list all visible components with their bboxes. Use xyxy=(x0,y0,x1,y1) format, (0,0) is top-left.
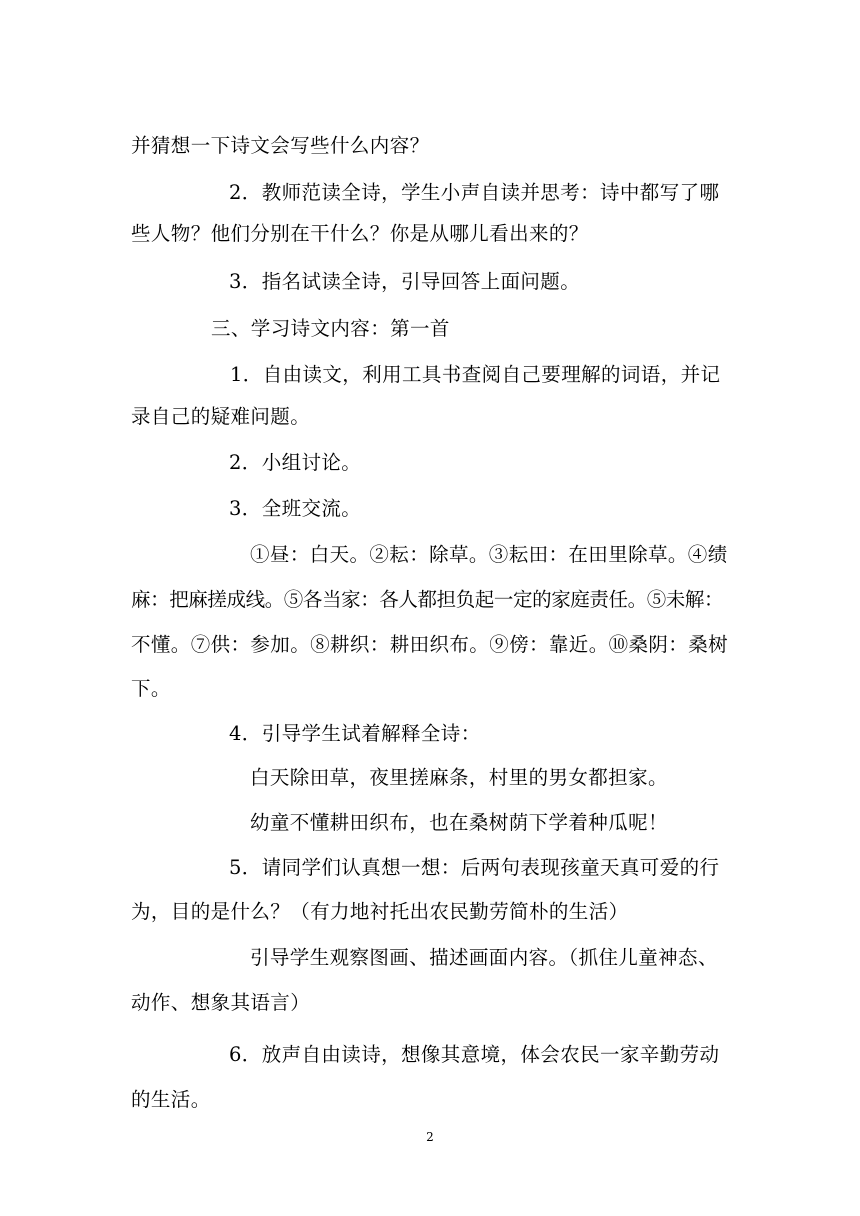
text-line-15: 白天除田草，夜里搓麻条，村里的男女都担家。 xyxy=(250,765,668,789)
section-heading: 三、学习诗文内容：第一首 xyxy=(211,316,450,340)
text-line-20: 动作、想象其语言） xyxy=(131,990,311,1014)
text-line-12: 不懂。⑦供：参加。⑧耕织：耕田织布。⑨傍：靠近。⑩桑阴：桑树 xyxy=(131,632,729,656)
text-line-3: 些人物？他们分别在干什么？你是从哪儿看出来的？ xyxy=(131,221,589,245)
text-line-17: 5．请同学们认真想一想：后两句表现孩童天真可爱的行 xyxy=(229,855,720,879)
text-line-10: ①昼：白天。②耘：除草。③耘田：在田里除草。④绩 xyxy=(250,542,728,566)
text-line-22: 的生活。 xyxy=(131,1087,211,1111)
text-line-9: 3．全班交流。 xyxy=(229,496,362,520)
text-line-6: 1．自由读文，利用工具书查阅自己要理解的词语，并记 xyxy=(230,362,721,386)
text-line-8: 2．小组讨论。 xyxy=(229,450,362,474)
text-line-16: 幼童不懂耕田织布，也在桑树荫下学着种瓜呢！ xyxy=(250,810,668,834)
text-line-14: 4．引导学生试着解释全诗： xyxy=(229,721,481,745)
text-line-19: 引导学生观察图画、描述画面内容。（抓住儿童神态、 xyxy=(250,945,718,969)
text-line-1: 并猜想一下诗文会写些什么内容？ xyxy=(131,133,430,157)
text-line-13: 下。 xyxy=(131,676,171,700)
text-line-21: 6．放声自由读诗，想像其意境，体会农民一家辛勤劳动 xyxy=(229,1042,720,1066)
text-line-2: 2．教师范读全诗，学生小声自读并思考：诗中都写了哪 xyxy=(229,180,720,204)
text-line-4: 3．指名试读全诗，引导回答上面问题。 xyxy=(229,269,581,293)
text-line-18: 为，目的是什么？（有力地衬托出农民勤劳简朴的生活） xyxy=(131,899,629,923)
page-number: 2 xyxy=(426,1130,434,1144)
text-line-11: 麻：把麻搓成线。⑤各当家：各人都担负起一定的家庭责任。⑤未解： xyxy=(131,587,724,611)
text-line-7: 录自己的疑难问题。 xyxy=(131,404,311,428)
